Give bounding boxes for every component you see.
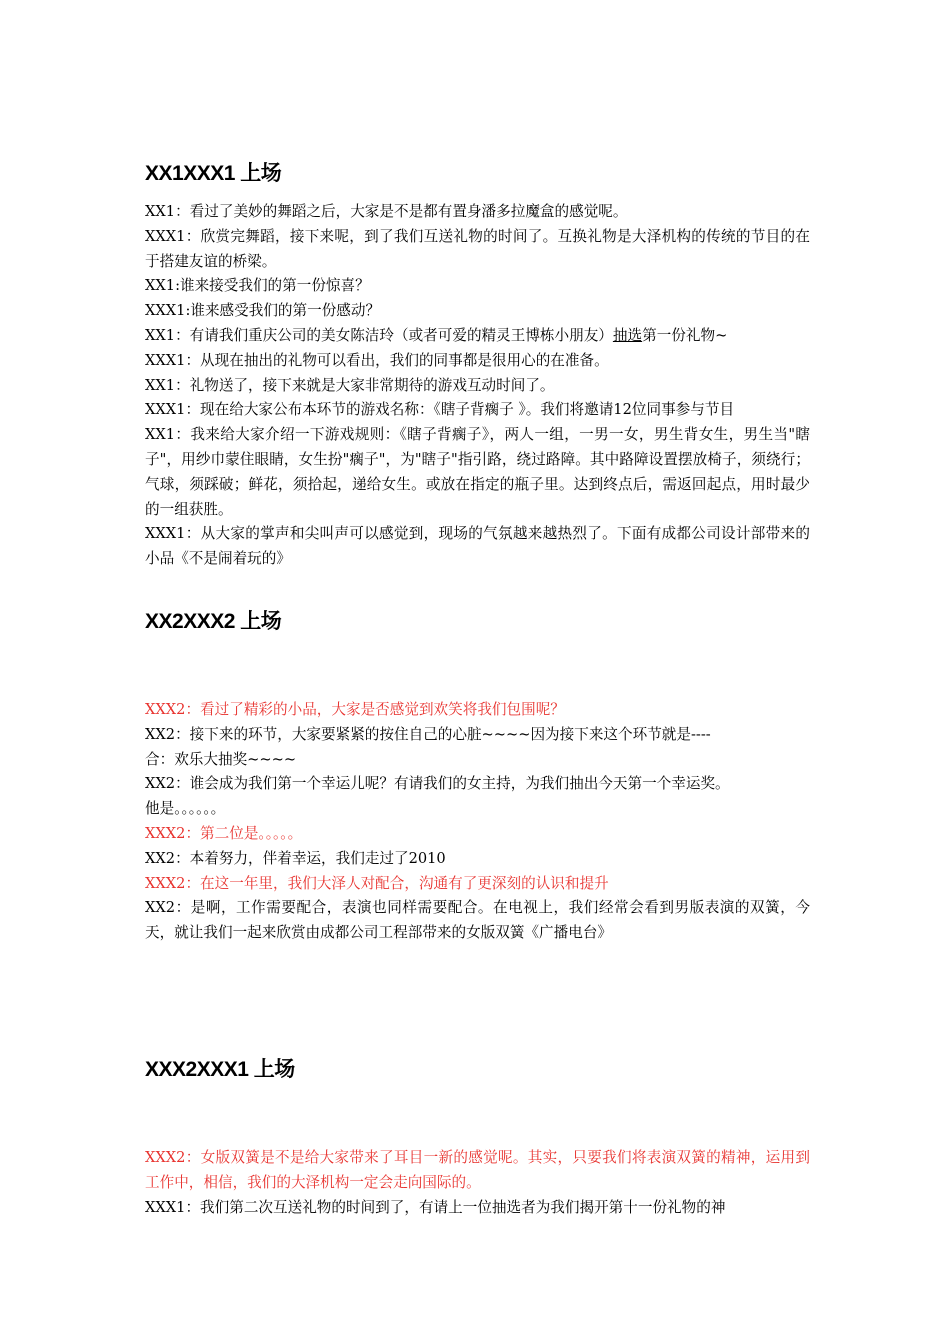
dialogue-line-highlight: XXX2：在这一年里，我们大泽人对配合，沟通有了更深刻的认识和提升 bbox=[145, 874, 609, 892]
section-body bbox=[145, 698, 810, 946]
section-xx2xxx2 bbox=[145, 608, 810, 946]
section-xxx2xxx1 bbox=[145, 1056, 810, 1220]
dialogue-line: 他是。。。。。。 bbox=[145, 800, 226, 818]
dialogue-line-highlight: XXX2：女版双簧是不是给大家带来了耳目一新的感觉呢。其实，只要我们将表演双簧的精神，运用到工作中，相信，我们的大泽机构一定会走向国际的。 bbox=[145, 1149, 810, 1191]
dialogue-line: XXX1:谁来感受我们的第一份感动？ bbox=[145, 302, 381, 320]
dialogue-line: XXX1：我们第二次互送礼物的时间到了，有请上一位抽选者为我们揭开第十一份礼物的神 bbox=[145, 1198, 726, 1216]
section-xx1xxx1 bbox=[145, 160, 810, 572]
dialogue-line-highlight: XXX2：看过了精彩的小品，大家是否感觉到欢笑将我们包围呢？ bbox=[145, 701, 565, 718]
dialogue-line: XX1：看过了美妙的舞蹈之后，大家是不是都有置身潘多拉魔盒的感觉呢。 bbox=[145, 203, 628, 220]
dialogue-line: XX2：是啊，工作需要配合，表演也同样需要配合。在电视上，我们经常会看到男版表演的双簧，今天，就让我们一起来欣赏由成都公司工程部带来的女版双簧《广播电台》 bbox=[145, 899, 810, 942]
dialogue-text: 第一份礼物~ bbox=[642, 326, 728, 344]
underlined-text: 抽选 bbox=[612, 326, 643, 344]
dialogue-line: XXX1：从大家的掌声和尖叫声可以感觉到，现场的气氛越来越热烈了。下面有成都公司设计部带来的小品《不是闹着玩的》 bbox=[145, 525, 810, 568]
dialogue-line: XXX1：欣赏完舞蹈，接下来呢，到了我们互送礼物的时间了。互换礼物是大泽机构的传统的节目的在于搭建友谊的桥梁。 bbox=[145, 227, 810, 270]
dialogue-text: XX1：有请我们重庆公司的美女陈洁玲（或者可爱的精灵王博栋小朋友） bbox=[145, 326, 613, 344]
section-heading: XX1XXX1 上场 bbox=[145, 162, 282, 185]
dialogue-line: XX2：本着努力，伴着幸运，我们走过了2010 bbox=[145, 849, 446, 867]
dialogue-line: XXX1：现在给大家公布本环节的游戏名称：《瞎子背瘸子 》。我们将邀请12位同事参与节目 bbox=[145, 401, 735, 419]
dialogue-line: XXX1：从现在抽出的礼物可以看出，我们的同事都是很用心的在准备。 bbox=[145, 351, 609, 369]
dialogue-line bbox=[145, 324, 810, 349]
dialogue-line: XX2：接下来的环节，大家要紧紧的按住自己的心脏~~~~因为接下来这个环节就是---- bbox=[145, 725, 711, 743]
dialogue-line: 合：欢乐大抽奖~~~~ bbox=[145, 750, 297, 768]
section-body bbox=[145, 1146, 810, 1220]
dialogue-line: XX1：我来给大家介绍一下游戏规则：《瞎子背瘸子》，两人一组，一男一女，男生背女生，男生当"瞎子"，用纱巾蒙住眼睛，女生扮"瘸子"，为"瞎子"指引路，绕过路障。其中路障设置摆放椅子，须绕行；气球，须踩破；鲜花，须拾起，递给女生。或放在指定的瓶子里。达到终点后，需返回起点，用时最少的一组获胜。 bbox=[145, 426, 810, 518]
section-heading: XX2XXX2 上场 bbox=[145, 610, 282, 633]
section-heading: XXX2XXX1 上场 bbox=[145, 1058, 295, 1081]
dialogue-line: XX1:谁来接受我们的第一份惊喜？ bbox=[145, 277, 370, 295]
dialogue-line: XX2：谁会成为我们第一个幸运儿呢？有请我们的女主持，为我们抽出今天第一个幸运奖。 bbox=[145, 775, 730, 793]
dialogue-line-highlight: XXX2：第二位是。。。。。 bbox=[145, 824, 303, 842]
dialogue-line: XX1：礼物送了，接下来就是大家非常期待的游戏互动时间了。 bbox=[145, 376, 555, 394]
section-body bbox=[145, 200, 810, 572]
